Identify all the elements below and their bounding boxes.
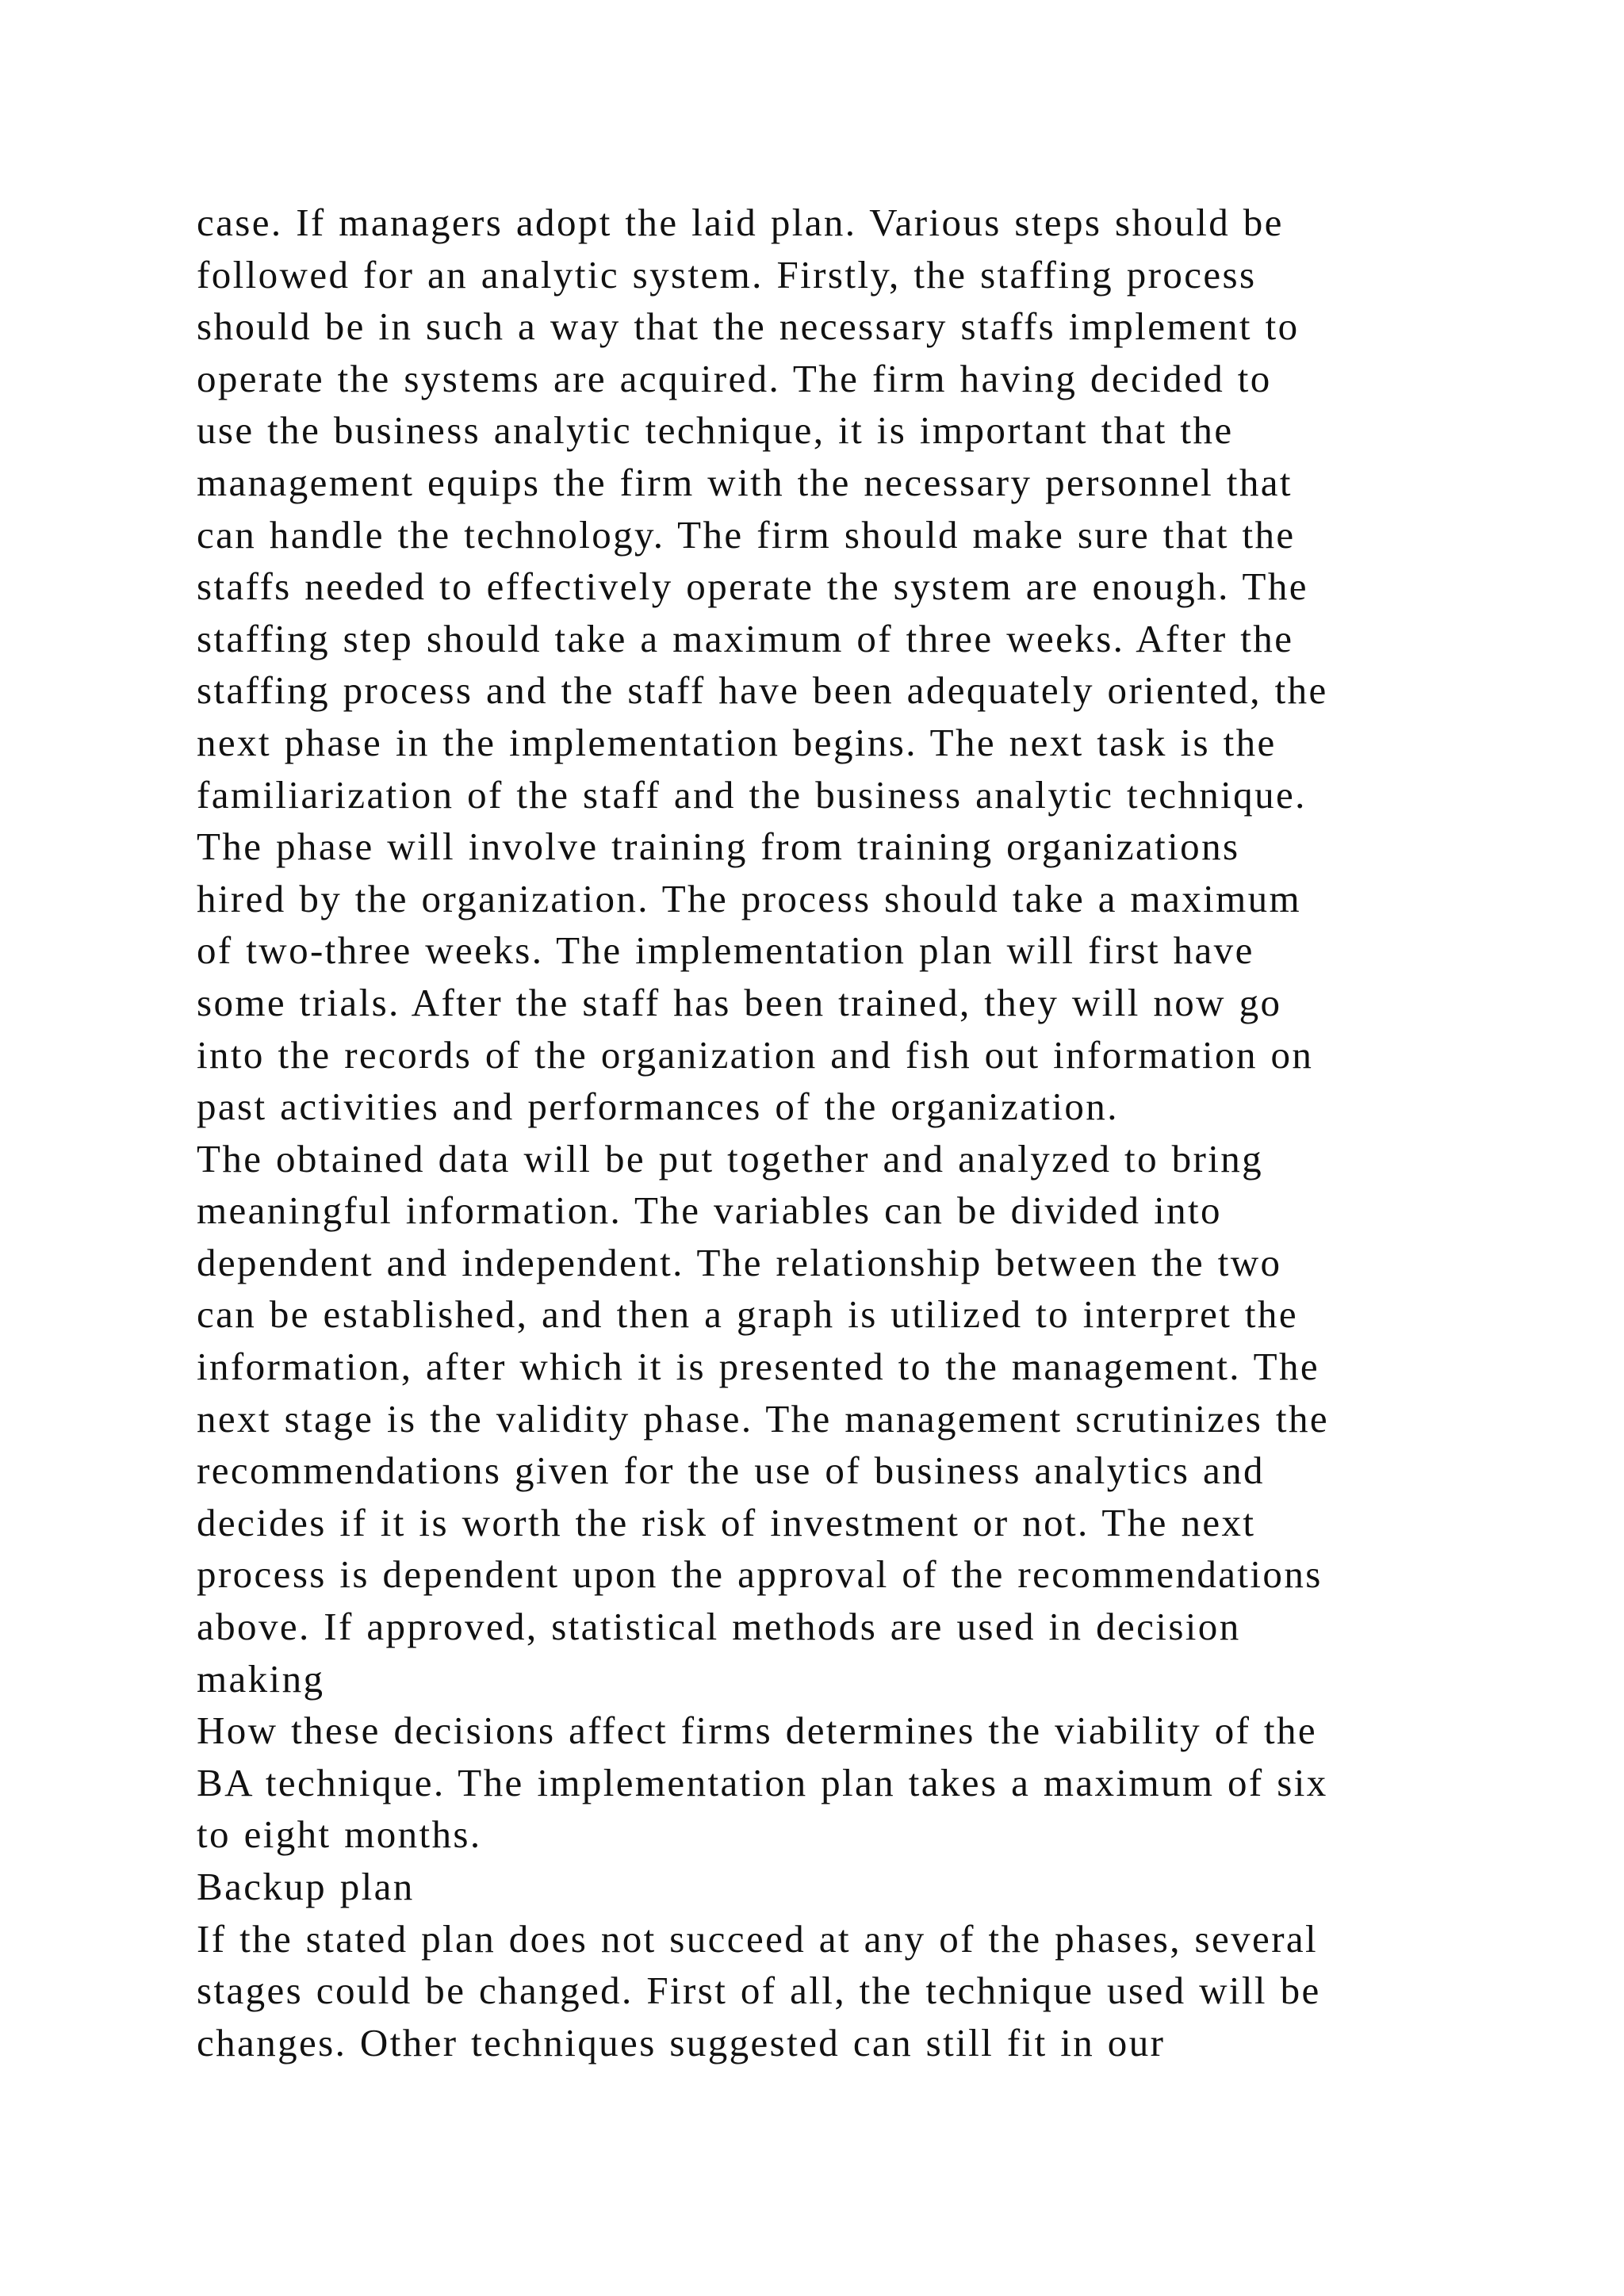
text-line: staffing process and the staff have been adequately oriented, the: [197, 668, 1328, 713]
text-line: process is dependent upon the approval of the recommendations: [197, 1552, 1323, 1597]
text-line: recommendations given for the use of business analytics and: [197, 1448, 1265, 1493]
text-line: next stage is the validity phase. The management scrutinizes the: [197, 1396, 1329, 1441]
text-line: hired by the organization. The process should take a maximum: [197, 876, 1302, 920]
text-line: changes. Other techniques suggested can still fit in our: [197, 2020, 1166, 2064]
text-line: If the stated plan does not succeed at any of the phases, several: [197, 1916, 1319, 1961]
text-line: stages could be changed. First of all, the technique used will be: [197, 1969, 1321, 2013]
text-line: meaningful information. The variables can be divided into: [197, 1188, 1222, 1233]
document-body: [197, 197, 1465, 2068]
text-line: can be established, and then a graph is utilized to interpret the: [197, 1292, 1298, 1337]
text-line: of two-three weeks. The implementation plan will first have: [197, 928, 1254, 973]
text-line: The obtained data will be put together and analyzed to bring: [197, 1136, 1264, 1181]
text-line: staffs needed to effectively operate the system are enough. The: [197, 564, 1308, 609]
section-heading: Backup plan: [197, 1865, 415, 1908]
text-line: decides if it is worth the risk of investment or not. The next: [197, 1500, 1256, 1544]
text-line: information, after which it is presented to the management. The: [197, 1345, 1320, 1389]
text-line: next phase in the implementation begins. The next task is the: [197, 720, 1277, 764]
text-line: familiarization of the staff and the business analytic technique.: [197, 772, 1307, 817]
text-line: can handle the technology. The firm should make sure that the: [197, 512, 1296, 557]
text-line: should be in such a way that the necessary staffs implement to: [197, 304, 1300, 349]
text-line: followed for an analytic system. Firstly, the staffing process: [197, 252, 1257, 297]
text-line: operate the systems are acquired. The firm having decided to: [197, 356, 1272, 400]
text-line: use the business analytic technique, it is important that the: [197, 408, 1234, 453]
text-line: BA technique. The implementation plan takes a maximum of six: [197, 1760, 1328, 1804]
text-line: staffing step should take a maximum of three weeks. After the: [197, 616, 1294, 660]
text-line: making: [197, 1656, 325, 1701]
text-line: past activities and performances of the organization.: [197, 1085, 1119, 1129]
text-line: How these decisions affect firms determines the viability of the: [197, 1709, 1318, 1753]
text-line: above. If approved, statistical methods are used in decision: [197, 1605, 1241, 1649]
text-line: into the records of the organization and fish out information on: [197, 1032, 1314, 1077]
text-line: to eight months.: [197, 1812, 482, 1857]
text-line: management equips the firm with the necessary personnel that: [197, 460, 1293, 504]
text-line: The phase will involve training from training organizations: [197, 825, 1240, 869]
text-line: some trials. After the staff has been trained, they will now go: [197, 980, 1282, 1024]
text-line: dependent and independent. The relationship between the two: [197, 1240, 1282, 1284]
text-line: case. If managers adopt the laid plan. Various steps should be: [197, 201, 1284, 244]
